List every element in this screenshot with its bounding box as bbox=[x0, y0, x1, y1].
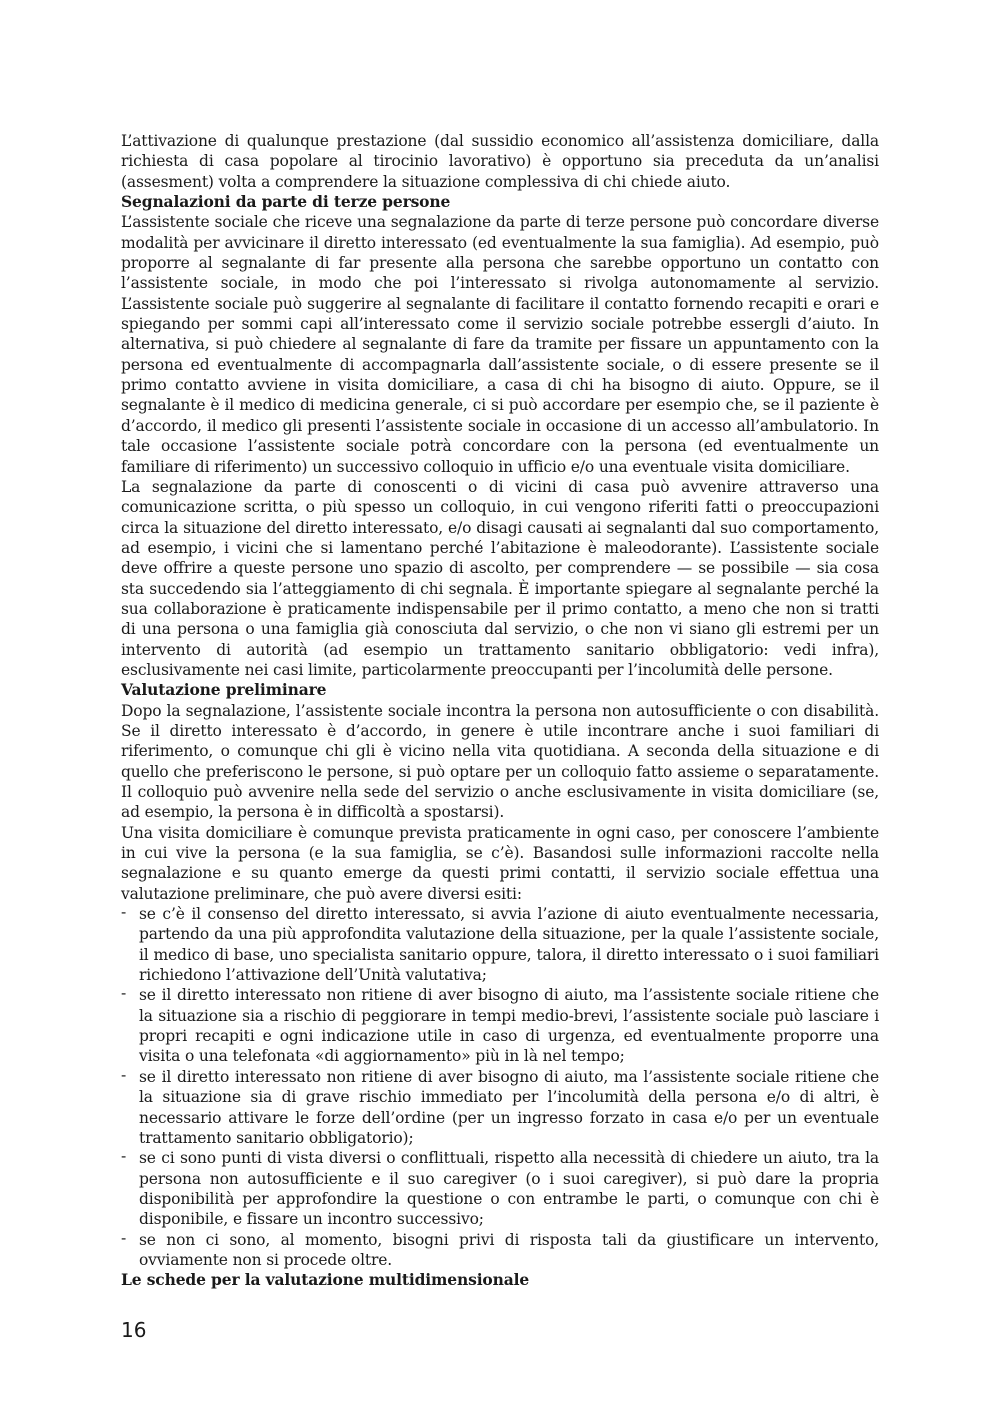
paragraph-third-party-1: L’assistente sociale che riceve una segnalazione da parte di terze persone può concordare diverse modalità per avvicinare il diretto interessato (ed eventualmente la sua famiglia). Ad esempio, può proporre al segnalante di far presente alla persona che sarebbe opportuno un contatto con l’assistente sociale, in modo che poi l’interessato si rivolga autonomamente al servizio. L’assistente sociale può suggerire al segnalante di facilitare il contatto fornendo recapiti e orari e spiegando per sommi capi all’interessato come il servizio sociale potrebbe essergli d’aiuto. In alternativa, si può chiedere al segnalante di fare da tramite per fissare un appuntamento con la persona ed eventualmente di accompagnarla dall’assistente sociale, o di essere presente se il primo contatto avviene in visita domiciliare, a casa di chi ha bisogno di aiuto. Oppure, se il segnalante è il medico di medicina generale, ci si può accordare per esempio che, se il paziente è d’accordo, il medico gli presenti l’assistente sociale in occasione di un accesso all’ambulatorio. In tale occasione l’assistente sociale potrà concordare con la persona (ed eventualmente un familiare di riferimento) un successivo colloquio in ufficio e/o una eventuale visita domiciliare. bbox=[121, 213, 879, 476]
list-item: - se ci sono punti di vista diversi o conflittuali, rispetto alla necessità di chiedere un aiuto, tra la persona non autosufficiente e il suo caregiver (o i suoi caregiver), si può dare la propria disponibilità per approfondire la questione o con entrambe le parti, o comunque con chi è disponibile, e fissare un incontro successivo; bbox=[121, 1148, 879, 1229]
list-item: - se il diretto interessato non ritiene di aver bisogno di aiuto, ma l’assistente sociale ritiene che la situazione sia di grave rischio immediato per l’incolumità della persona e/o di altri, è necessario attivare le forze dell’ordine (per un ingresso forzato in casa e/o per un eventuale trattamento sanitario obbligatorio); bbox=[121, 1067, 879, 1148]
outcomes-list bbox=[121, 904, 879, 1270]
paragraph-third-party-2: La segnalazione da parte di conoscenti o di vicini di casa può avvenire attraverso una comunicazione scritta, o più spesso un colloquio, in cui vengono riferiti fatti o preoccupazioni circa la situazione del diretto interessato, e/o disagi causati ai segnalanti dal suo comportamento, ad esempio, i vicini che si lamentano perché l’abitazione è maleodorante). L’assistente sociale deve offrire a queste persone uno spazio di ascolto, per comprendere — se possibile — sia cosa sta succedendo sia l’atteggiamento di chi segnala. È importante spiegare al segnalante perché la sua collaborazione è praticamente indispensabile per il primo contatto, a meno che non si tratti di una persona o una famiglia già conosciuta dal servizio, o che non vi siano gli estremi per un intervento di autorità (ad esempio un trattamento sanitario obbligatorio: vedi infra), esclusivamente nei casi limite, particolarmente preoccupanti per l’incolumità delle persone. bbox=[121, 477, 879, 679]
paragraph-preliminary-2: Una visita domiciliare è comunque prevista praticamente in ogni caso, per conoscere l’ambiente in cui vive la persona (e la sua famiglia, se c’è). Basandosi sulle informazioni raccolte nella segnalazione e su quanto emerge da questi primi contatti, il servizio sociale effettua una valutazione preliminare, che può avere diversi esiti: bbox=[121, 823, 879, 903]
heading-preliminary: Valutazione preliminare bbox=[121, 680, 327, 700]
list-item: - se il diretto interessato non ritiene di aver bisogno di aiuto, ma l’assistente sociale ritiene che la situazione sia a rischio di peggiorare in tempi medio-brevi, l’assistente sociale può lasciare i propri recapiti e ogni indicazione utile in caso di urgenza, ed eventualmente proporre una visita o una telefonata «di aggiornamento» più in là nel tempo; bbox=[121, 985, 879, 1066]
paragraph-intro: L’attivazione di qualunque prestazione (dal sussidio economico all’assistenza domiciliare, dalla richiesta di casa popolare al tirocinio lavorativo) è opportuno sia preceduta da un’analisi (assesment) volta a comprendere la situazione complessiva di chi chiede aiuto. bbox=[121, 132, 879, 191]
page-number: 16 bbox=[121, 1318, 147, 1342]
list-item: - se non ci sono, al momento, bisogni privi di risposta tali da giustificare un intervento, ovviamente non si procede oltre. bbox=[121, 1230, 879, 1271]
page-body bbox=[121, 131, 879, 1291]
heading-third-party: Segnalazioni da parte di terze persone bbox=[121, 192, 451, 212]
list-item: - se c’è il consenso del diretto interessato, si avvia l’azione di aiuto eventualmente necessaria, partendo da una più approfondita valutazione della situazione, per la quale l’assistente sociale, il medico di base, uno specialista sanitario oppure, talora, il diretto interessato o i suoi familiari richiedono l’attivazione dell’Unità valutativa; bbox=[121, 904, 879, 985]
paragraph-preliminary-1: Dopo la segnalazione, l’assistente sociale incontra la persona non autosufficiente o con disabilità. Se il diretto interessato è d’accordo, in genere è utile incontrare anche i suoi familiari di riferimento, o comunque chi gli è vicino nella vita quotidiana. A seconda della situazione e di quello che preferiscono le persone, si può optare per un colloquio fatto assieme o separatamente. Il colloquio può avvenire nella sede del servizio o anche esclusivamente in visita domiciliare (se, ad esempio, la persona è in difficoltà a spostarsi). bbox=[121, 701, 879, 822]
heading-multidimensional: Le schede per la valutazione multidimensionale bbox=[121, 1270, 530, 1290]
